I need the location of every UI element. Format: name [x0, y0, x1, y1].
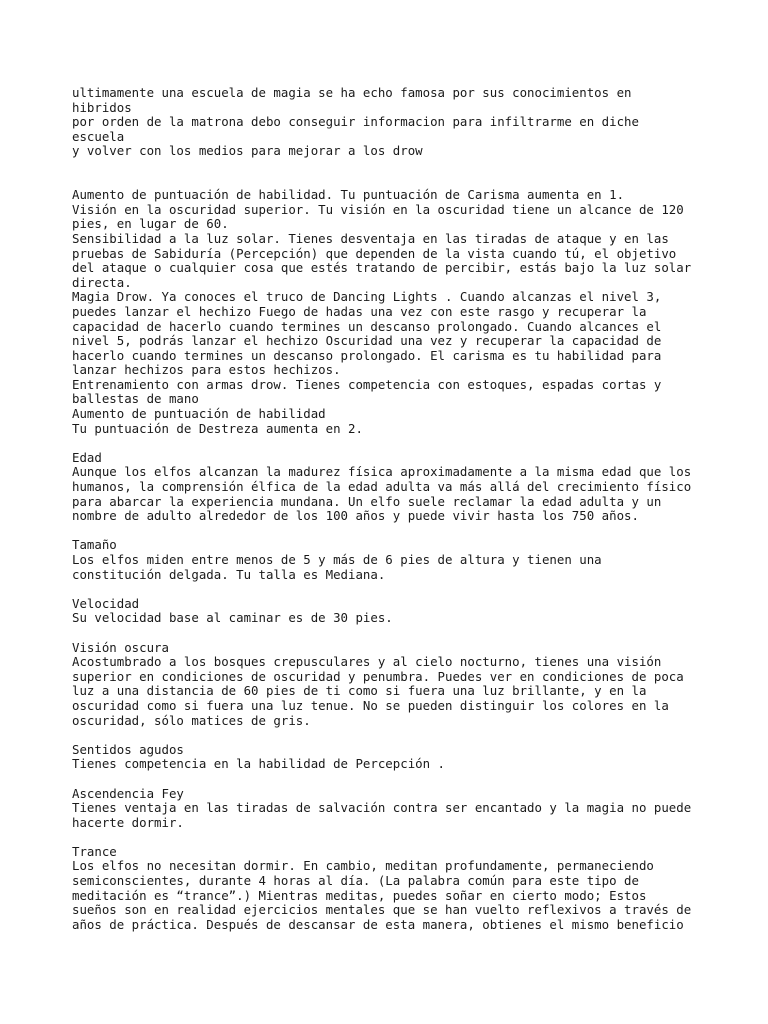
text-line: humanos, la comprensión élfica de la edad adulta va más allá del crecimiento físico	[72, 479, 692, 495]
blank-line	[72, 830, 712, 845]
text-line: pies, en lugar de 60.	[72, 216, 229, 232]
document-text	[72, 86, 712, 932]
text-line: ballestas de mano	[72, 391, 199, 407]
text-line: escuela	[72, 128, 125, 144]
text-line: Tienes competencia en la habilidad de Percepción .	[72, 756, 445, 772]
text-line: hibridos	[72, 99, 132, 115]
text-line: oscuridad como si fuera una luz tenue. No se pueden distinguir los colores en la	[72, 697, 669, 713]
blank-line	[72, 728, 712, 743]
text-line: Velocidad	[72, 595, 140, 611]
blank-line	[72, 159, 712, 174]
text-line: Visión en la oscuridad superior. Tu visión en la oscuridad tiene un alcance de 120	[72, 201, 684, 217]
blank-line	[72, 626, 712, 641]
text-line: Aumento de puntuación de habilidad. Tu puntuación de Carisma aumenta en 1.	[72, 187, 625, 203]
text-line: Magia Drow. Ya conoces el truco de Dancing Lights . Cuando alcanzas el nivel 3,	[72, 289, 662, 305]
text-line: pruebas de Sabiduría (Percepción) que dependen de la vista cuando tú, el objetivo	[72, 245, 677, 261]
text-line: y volver con los medios para mejorar a los drow	[72, 143, 423, 159]
blank-line	[72, 772, 712, 787]
text-line: Sensibilidad a la luz solar. Tienes desventaja en las tiradas de ataque y en las	[72, 230, 669, 246]
text-line: Su velocidad base al caminar es de 30 pies.	[72, 610, 393, 626]
text-line: sueños son en realidad ejercicios mentales que se han vuelto reflexivos a través de	[72, 902, 692, 918]
text-line: Aunque los elfos alcanzan la madurez física aproximadamente a la misma edad que los	[72, 464, 692, 480]
text-line: por orden de la matrona debo conseguir informacion para infiltrarme en diche	[72, 114, 639, 130]
text-line: Visión oscura	[72, 639, 169, 655]
text-line: Los elfos miden entre menos de 5 y más de 6 pies de altura y tienen una	[72, 552, 602, 567]
text-line: constitución delgada. Tu talla es Mediana.	[72, 566, 386, 582]
blank-line	[72, 174, 712, 189]
text-line: ultimamente una escuela de magia se ha echo famosa por sus conocimientos en	[72, 85, 632, 100]
text-line: lanzar hechizos para estos hechizos.	[72, 362, 341, 378]
text-line: para abarcar la experiencia mundana. Un elfo suele reclamar la edad adulta y un	[72, 493, 662, 509]
text-line: puedes lanzar el hechizo Fuego de hadas una vez con este rasgo y recuperar la	[72, 303, 647, 319]
text-line: capacidad de hacerlo cuando termines un descanso prolongado. Cuando alcances el	[72, 318, 662, 334]
text-line: Tamaño	[72, 537, 117, 553]
text-line: Acostumbrado a los bosques crepusculares y al cielo nocturno, tienes una visión	[72, 654, 662, 670]
text-line: hacerte dormir.	[72, 814, 184, 830]
text-line: nombre de adulto alrededor de los 100 años y puede vivir hasta los 750 años.	[72, 508, 639, 524]
text-line: oscuridad, sólo matices de gris.	[72, 712, 311, 728]
text-line: años de práctica. Después de descansar de esta manera, obtienes el mismo beneficio	[72, 916, 684, 932]
text-line: luz a una distancia de 60 pies de ti como si fuera una luz brillante, y en la	[72, 683, 647, 699]
text-line: superior en condiciones de oscuridad y penumbra. Puedes ver en condiciones de poca	[72, 668, 684, 684]
text-line: Los elfos no necesitan dormir. En cambio, meditan profundamente, permaneciendo	[72, 858, 654, 874]
blank-line	[72, 524, 712, 539]
text-line: Ascendencia Fey	[72, 785, 184, 801]
text-line: semiconscientes, durante 4 horas al día. (La palabra común para este tipo de	[72, 873, 639, 889]
text-line: Tu puntuación de Destreza aumenta en 2.	[72, 420, 363, 436]
blank-line	[72, 582, 712, 597]
text-line: directa.	[72, 274, 132, 290]
text-line: Edad	[72, 449, 102, 465]
text-line: meditación es “trance”.) Mientras meditas, puedes soñar en cierto modo; Estos	[72, 887, 647, 903]
text-line: del ataque o cualquier cosa que estés tratando de percibir, estás bajo la luz solar	[72, 260, 692, 276]
blank-line	[72, 436, 712, 451]
text-line: hacerlo cuando termines un descanso prolongado. El carisma es tu habilidad para	[72, 347, 662, 363]
text-line: Trance	[72, 843, 117, 859]
document-page	[72, 86, 712, 932]
text-line: Entrenamiento con armas drow. Tienes competencia con estoques, espadas cortas y	[72, 376, 662, 392]
text-line: Aumento de puntuación de habilidad	[72, 406, 326, 422]
text-line: nivel 5, podrás lanzar el hechizo Oscuridad una vez y recuperar la capacidad de	[72, 333, 662, 349]
text-line: Sentidos agudos	[72, 741, 184, 757]
text-line: Tienes ventaja en las tiradas de salvación contra ser encantado y la magia no puede	[72, 800, 692, 816]
